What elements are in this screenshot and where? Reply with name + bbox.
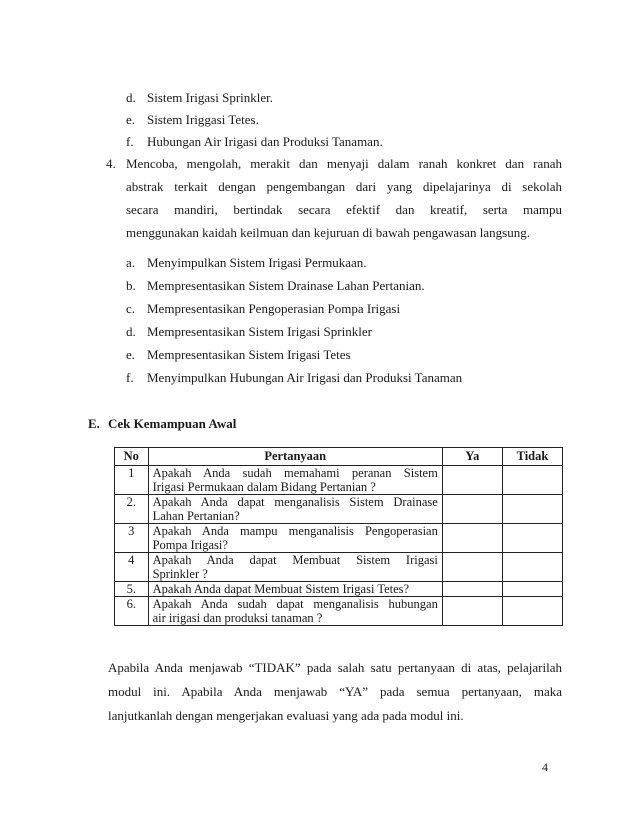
question-line: Apakah Anda mampu menganalisis Pengoperasian xyxy=(152,524,438,538)
closing-line: Apabila Anda menjawab “TIDAK” pada salah satu pertanyaan di atas, pelajarilah xyxy=(108,660,562,675)
sublist-label: b. xyxy=(126,278,136,293)
sublist-text: Mempresentasikan Sistem Irigasi Sprinkler xyxy=(147,324,372,339)
page-number: 4 xyxy=(542,760,548,774)
table-row xyxy=(115,495,563,524)
question-cell xyxy=(148,582,442,597)
sublist-label: c. xyxy=(126,301,136,316)
question-line: Irigasi Permukaan dalam Bidang Pertanian ? xyxy=(152,480,376,494)
sublist-label: d. xyxy=(126,324,136,339)
row-number: 2. xyxy=(115,495,149,524)
assessment-table xyxy=(114,447,563,626)
table-row xyxy=(115,597,563,626)
yes-cell[interactable] xyxy=(442,582,502,597)
question-cell xyxy=(148,466,442,495)
question-cell xyxy=(148,495,442,524)
yes-cell[interactable] xyxy=(442,553,502,582)
question-line: Apakah Anda dapat Membuat Sistem Irigasi xyxy=(152,553,438,567)
list-text: Hubungan Air Irigasi dan Produksi Tanaman. xyxy=(147,134,383,149)
row-number: 4 xyxy=(115,553,149,582)
paragraph-line: Mencoba, mengolah, merakit dan menyaji dalam ranah konkret dan ranah xyxy=(126,156,562,171)
sublist-text: Menyimpulkan Hubungan Air Irigasi dan Produksi Tanaman xyxy=(147,370,463,385)
item-number: 4. xyxy=(106,156,116,171)
row-number: 3 xyxy=(115,524,149,553)
list-text: Sistem Iriggasi Tetes. xyxy=(147,112,259,127)
question-cell xyxy=(148,524,442,553)
sublist-text: Mempresentasikan Sistem Drainase Lahan Pertanian. xyxy=(147,278,425,293)
section-label: E. xyxy=(88,416,100,431)
sublist-label: f. xyxy=(126,370,134,385)
yes-cell[interactable] xyxy=(442,495,502,524)
question-line: Apakah Anda sudah dapat menganalisis hubungan xyxy=(152,597,438,611)
paragraph-line: menggunakan kaidah keilmuan dan kejuruan di bawah pengawasan langsung. xyxy=(126,225,530,240)
section-title: Cek Kemampuan Awal xyxy=(108,416,237,431)
no-answer-cell[interactable] xyxy=(502,466,562,495)
column-header-yes: Ya xyxy=(442,448,502,466)
list-label: f. xyxy=(126,134,134,149)
row-number: 1 xyxy=(115,466,149,495)
question-cell xyxy=(148,597,442,626)
closing-line: modul ini. Apabila Anda menjawab “YA” pada semua pertanyaan, maka xyxy=(108,684,562,699)
no-answer-cell[interactable] xyxy=(502,495,562,524)
list-text: Sistem Irigasi Sprinkler. xyxy=(147,90,274,105)
no-answer-cell[interactable] xyxy=(502,597,562,626)
no-answer-cell[interactable] xyxy=(502,553,562,582)
table-row xyxy=(115,524,563,553)
sublist-text: Menyimpulkan Sistem Irigasi Permukaan. xyxy=(147,255,367,270)
table-header-row xyxy=(115,448,563,466)
question-cell xyxy=(148,553,442,582)
no-answer-cell[interactable] xyxy=(502,582,562,597)
question-line: Apakah Anda dapat Membuat Sistem Irigasi Tetes? xyxy=(152,582,410,596)
column-header-no: No xyxy=(115,448,149,466)
yes-cell[interactable] xyxy=(442,466,502,495)
yes-cell[interactable] xyxy=(442,524,502,553)
sublist-text: Mempresentasikan Pengoperasian Pompa Irigasi xyxy=(147,301,401,316)
no-answer-cell[interactable] xyxy=(502,524,562,553)
paragraph-line: abstrak terkait dengan pengembangan dari yang dipelajarinya di sekolah xyxy=(126,179,562,194)
paragraph-line: secara mandiri, bertindak secara efektif dan kreatif, serta mampu xyxy=(126,202,562,217)
sublist-text: Mempresentasikan Sistem Irigasi Tetes xyxy=(147,347,351,362)
yes-cell[interactable] xyxy=(442,597,502,626)
column-header-question: Pertanyaan xyxy=(148,448,442,466)
row-number: 6. xyxy=(115,597,149,626)
question-line: air irigasi dan produksi tanaman ? xyxy=(152,611,323,625)
column-header-no-answer: Tidak xyxy=(502,448,562,466)
list-label: d. xyxy=(126,90,136,105)
question-line: Pompa Irigasi? xyxy=(152,538,228,552)
list-label: e. xyxy=(126,112,136,127)
table-row xyxy=(115,466,563,495)
question-line: Apakah Anda sudah memahami peranan Sistem xyxy=(152,466,438,480)
question-line: Apakah Anda dapat menganalisis Sistem Drainase xyxy=(152,495,438,509)
question-line: Sprinkler ? xyxy=(152,567,208,581)
sublist-label: a. xyxy=(126,255,136,270)
table-row xyxy=(115,582,563,597)
question-line: Lahan Pertanian? xyxy=(152,509,240,523)
table-row xyxy=(115,553,563,582)
row-number: 5. xyxy=(115,582,149,597)
sublist-label: e. xyxy=(126,347,136,362)
closing-line: lanjutkanlah dengan mengerjakan evaluasi yang ada pada modul ini. xyxy=(108,708,464,723)
